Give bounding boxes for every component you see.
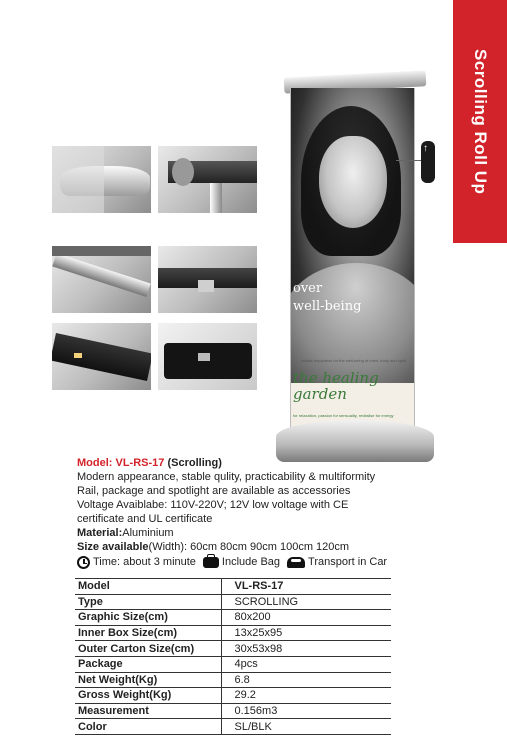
table-row: Gross Weight(Kg) 29.2: [75, 688, 391, 704]
table-row: Measurement 0.156m3: [75, 703, 391, 719]
table-row: Outer Carton Size(cm) 30x53x98: [75, 641, 391, 657]
banner-graphic: [290, 88, 415, 440]
banner-brand: the healing garden: [293, 369, 379, 403]
material-line: Material:Aluminium: [77, 527, 174, 539]
feature-icons-line: [77, 555, 437, 569]
detail-photo-rail: [52, 246, 151, 313]
table-row: Graphic Size(cm) 80x200: [75, 610, 391, 626]
table-row: Package 4pcs: [75, 656, 391, 672]
detail-photo-base-end: [52, 146, 151, 213]
detail-photo-spotlight-rail: [52, 323, 151, 390]
car-icon: [287, 557, 305, 568]
banner-small-text: holistic happiness for the well-being of mind, body and spirit: [300, 358, 407, 363]
spotlight-arm: [396, 160, 421, 161]
banner-slogan: over well-being: [293, 281, 362, 314]
car-text: Transport in Car: [308, 556, 388, 568]
detail-photo-clip: [158, 246, 257, 313]
table-row: Color SL/BLK: [75, 719, 391, 735]
detail-photo-pole-joint: [158, 146, 257, 213]
spec-line-2: Rail, package and spotlight are available as accessories: [77, 485, 351, 497]
spec-line-1: Modern appearance, stable qulity, practicability & multiformity: [77, 471, 376, 483]
model-heading: Model: VL-RS-17 (Scrolling): [77, 457, 222, 469]
detail-photo-carry-bag: [158, 323, 257, 390]
side-tab-label: Scrolling Roll Up: [471, 48, 490, 195]
size-line: Size available(Width): 60cm 80cm 90cm 100cm 120cm: [77, 541, 350, 553]
table-row: Model VL-RS-17: [75, 579, 391, 595]
table-row: Net Weight(Kg) 6.8: [75, 672, 391, 688]
bag-icon: [203, 557, 219, 568]
spec-line-3: Voltage Avaiblabe: 110V-220V; 12V low voltage with CE: [77, 499, 349, 511]
spec-description: [77, 456, 437, 569]
table-row: Inner Box Size(cm) 13x25x95: [75, 625, 391, 641]
table-row: Type SCROLLING: [75, 594, 391, 610]
spec-line-4: certificate and UL certificate: [77, 513, 213, 525]
side-tab: [453, 0, 507, 243]
bag-text: Include Bag: [221, 556, 281, 568]
spotlight-arrow-icon: ↑: [423, 143, 428, 154]
banner-sub-text: for relaxation, passion for sensuality, revitalise for energy: [293, 413, 394, 418]
time-text: Time: about 3 minute: [93, 556, 196, 568]
clock-icon: [77, 556, 90, 569]
spec-table: [75, 578, 391, 735]
